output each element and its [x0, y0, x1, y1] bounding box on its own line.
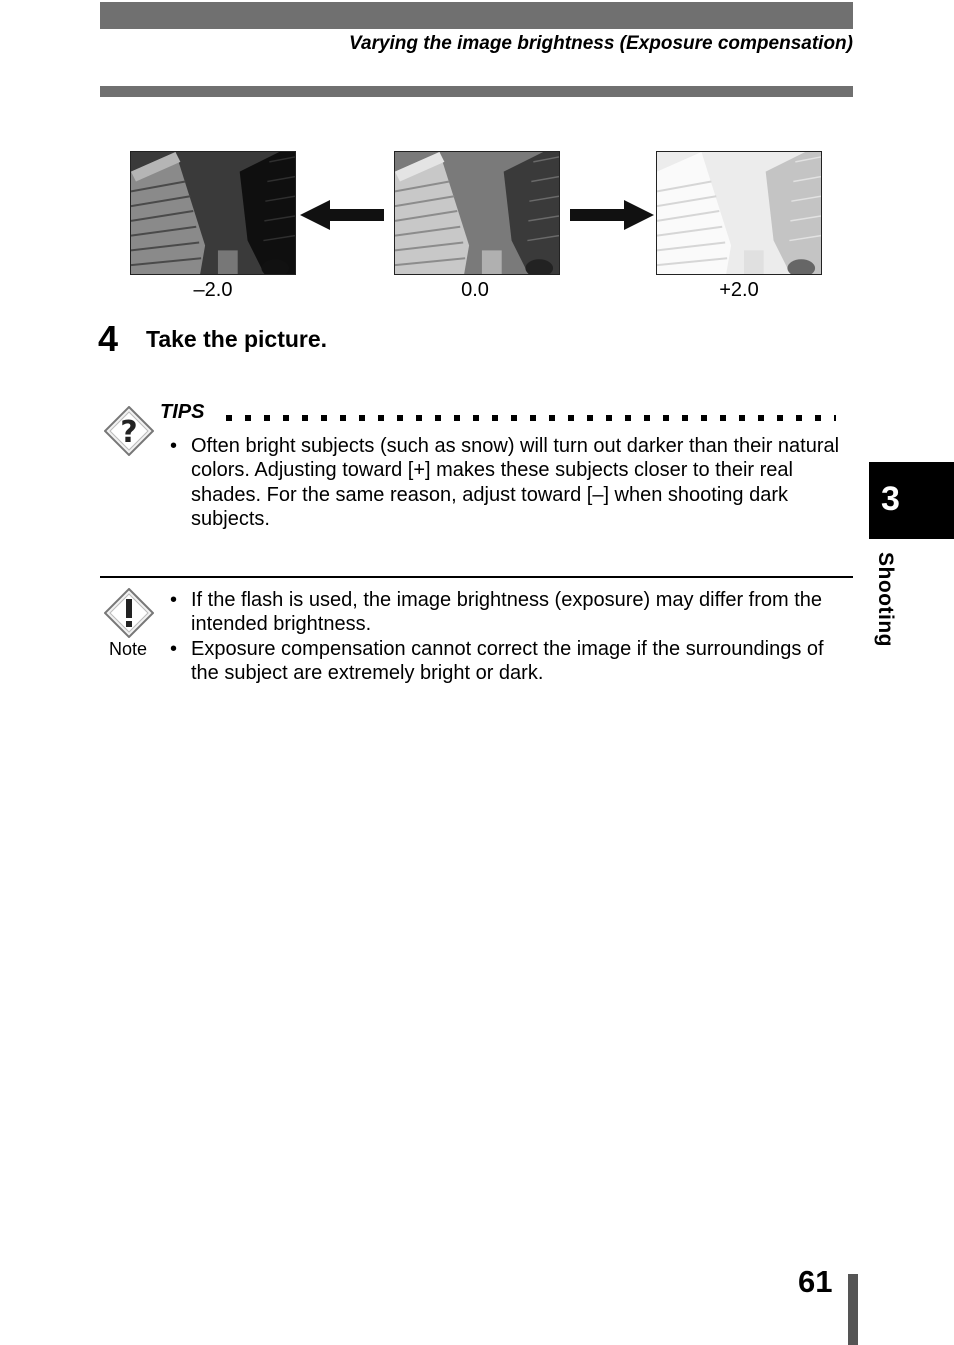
step-number: 4: [98, 318, 119, 359]
header-bar: [100, 2, 853, 29]
tips-title: TIPS: [160, 401, 205, 423]
page-number-bar: [848, 1274, 858, 1345]
chapter-number: 3: [881, 480, 900, 518]
bright-exposure-photo: [656, 151, 822, 275]
note-list: [160, 588, 854, 686]
list-item: • If the flash is used, the image brightness (exposure) may differ from the intended brightness.: [160, 588, 854, 637]
list-item: • Exposure compensation cannot correct the image if the surroundings of the subject are extremely bright or dark.: [160, 637, 854, 686]
running-title: Varying the image brightness (Exposure compensation): [349, 33, 853, 54]
note-rule: [100, 576, 853, 578]
note-label: Note: [108, 639, 148, 659]
header-rule: [100, 86, 853, 97]
ev-label-minus: –2.0: [193, 279, 233, 301]
normal-exposure-photo: [394, 151, 560, 275]
chapter-label: Shooting: [874, 552, 897, 647]
svg-text:?: ?: [120, 415, 138, 450]
right-arrow: [568, 200, 654, 230]
ev-label-plus: +2.0: [719, 279, 759, 301]
dark-exposure-photo: [130, 151, 296, 275]
step-instruction: Take the picture.: [146, 326, 328, 352]
tips-list: [160, 434, 854, 532]
tips-dotted-rule: [224, 409, 836, 417]
ev-label-zero: 0.0: [461, 279, 489, 301]
chapter-tab: [869, 462, 954, 539]
exclamation-diamond-icon: [104, 588, 154, 638]
question-diamond-icon: [104, 406, 154, 456]
list-item: • Often bright subjects (such as snow) will turn out darker than their natural colors. Adjusting toward [+] makes these subjects closer to their real shades. For the same reason, adjust toward [–] when shooting dark subjects.: [160, 434, 854, 532]
page-number: 61: [798, 1264, 833, 1299]
left-arrow: [300, 200, 386, 230]
